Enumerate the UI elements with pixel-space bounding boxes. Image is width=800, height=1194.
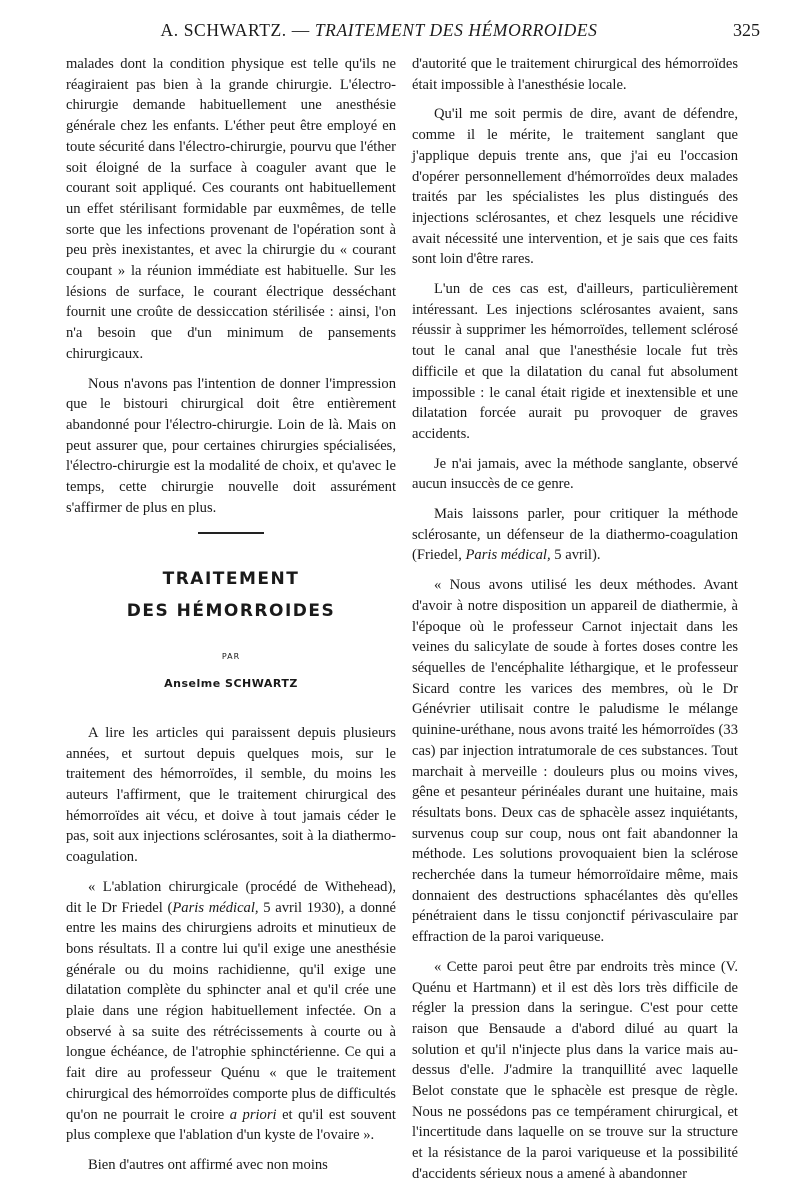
running-head <box>68 20 690 41</box>
paragraph <box>66 877 396 1146</box>
header-author: A. SCHWARTZ. <box>160 20 287 40</box>
right-column <box>412 54 738 1194</box>
header-separator: — <box>291 20 310 40</box>
paragraph: « Cette paroi peut être par endroits très mince (V. Quénu et Hartmann) et il est dès lors très difficile de régler la pression dans la seringue. C'est pour cette raison que Bensaude a d'abord dilué au quart la solution et qu'il n'injecte plus dans la varice mais au-dessus d'elle. J'admire la tranquillité avec laquelle Belot constate que le sphacèle est presque de règle. Nous ne possédons pas ce tempérament chirurgical, et l'incertitude dans laquelle on se trouve sur la structure et la résistance de la paroi variqueuse et la possibilité d'accidents sérieux nous a amené à abandonner <box>412 958 738 1182</box>
running-header <box>68 20 760 44</box>
paragraph: L'un de ces cas est, d'ailleurs, particulièrement intéressant. Les injections sclérosantes avaient, sans réussir à supprimer les hémorroïdes, tellement sclérosé tout le canal anal que l'anesthésie locale fut très difficile et que la dilatation du canal fut absolument impossible : le canal était rigide et inextensible et une dilatation forcée aurait pu provoquer de graves accidents. <box>412 281 738 442</box>
text-run: « L'ablation chirurgicale (procédé de Withehead), dit le Dr Friedel ( <box>66 878 396 916</box>
par-label: PAR <box>221 652 241 662</box>
article-title-line2: DES HÉMORROIDES <box>126 601 336 622</box>
paragraph: Bien d'autres ont affirmé avec non moins <box>88 1156 328 1173</box>
paragraph: malades dont la condition physique est telle qu'ils ne réagiraient pas bien à la grande chirurgie. L'électro-chirurgie demande habituellement une anesthésie générale chez les enfants. L'éther peut être employé en toute sécurité dans l'électro-chirurgie, pourvu que l'éther soit éloigné de la surface à coaguler avant que le courant soit appliqué. Ces courants ont habituellement un effet stérilisant formidable par euxmêmes, de telle sorte que les infections provenant de l'opération sont à peu près inexistantes, et avec la chirurgie du « courant coupant » la réunion immédiate est habituelle. Sur les lésions de surface, le courant électrique desséchant fournit une croûte de dessiccation stérilisée : ainsi, l'on n'a besoin que d'un minimum de pansements chirurgicaux. <box>66 56 396 362</box>
text-run: 5 avril). <box>550 547 601 564</box>
paragraph: Qu'il me soit permis de dire, avant de défendre, comme il le mérite, le traitement sanglant que j'applique depuis trente ans, que j'ai eu l'occasion d'opérer personnellement d'hémorroïdes deux malades traités par les spécialistes les plus distingués des injections sclérosantes, et chez lesquels une récidive avait nécessité une intervention, et je sais que ces faits sont loin d'être rares. <box>412 106 738 268</box>
paragraph: A lire les articles qui paraissent depuis plusieurs années, et surtout depuis quelques mois, sur le traitement des hémorroïdes, il semble, du moins les auteurs l'affirment, que le traitement chirurgical des hémorroïdes ait vécu, et doive à tout jamais céder le pas, soit aux injections sclérosantes, soit à la diathermo-coagulation. <box>66 724 396 866</box>
page-number: 325 <box>733 20 760 40</box>
author-byline: Anselme SCHWARTZ <box>164 677 298 691</box>
paragraph: Nous n'avons pas l'intention de donner l'impression que le bistouri chirurgical doit être entièrement abandonné pour l'électro-chirurgie. Loin de là. Mais on peut assurer que, pour certaines chirurgies spécialisées, l'électro-chirurgie est la modalité de choix, et qu'avec le temps, cette chirurgie nouvelle doit assurément s'affirmer de plus en plus. <box>66 375 396 516</box>
section-divider <box>198 532 264 534</box>
text-run: Mais laissons parler, pour critiquer la méthode sclérosante, un défenseur de la diathermo-coagulation (Friedel, <box>412 506 738 564</box>
article-title-line1: TRAITEMENT <box>162 569 300 590</box>
header-title: TRAITEMENT DES HÉMORROIDES <box>314 20 598 40</box>
latin-phrase: a priori <box>229 1106 277 1123</box>
text-run: 5 avril 1930), a donné entre les mains des chirurgiens adroits et minutieux de bons résultats. Il a contre lui qu'il exige une anesthésie générale ou du moins rachidienne, qu'il exige une dilatation complète du sphincter anal et qu'il crée une plaie dans une région habituellement infectée. On a observé à sa suite des rétrécissements à courte ou à longue échéance, de l'atrophie sphinctérienne. Ce qui a fait dire au professeur Quénu « que le traitement chirurgical des hémorroïdes comporte plus de difficultés qu'on ne pourrait le croire <box>66 899 396 1123</box>
journal-title: Paris médical, <box>172 899 259 916</box>
paragraph: Je n'ai jamais, avec la méthode sanglante, observé aucun insuccès de ce genre. <box>412 455 738 493</box>
paragraph: d'autorité que le traitement chirurgical des hémorroïdes était impossible à l'anesthésie locale. <box>412 56 738 93</box>
text-run: et qu'il est souvent plus complexe que l'ablation d'un kyste de l'ovaire ». <box>66 1106 396 1144</box>
journal-title: Paris médical, <box>465 547 551 564</box>
paragraph <box>412 504 738 566</box>
left-column <box>66 54 396 1185</box>
paragraph: « Nous avons utilisé les deux méthodes. Avant d'avoir à notre disposition un appareil de diathermie, à l'époque où le professeur Carnot injectait dans les veines du salicylate de soude à fortes doses contre les séquelles de l'encéphalite léthargique, et le professeur Sicard contre les varices des membres, où le Dr Génévrier utilisait contre le paludisme le mélange quinine-uréthane, nous avons traité les hémorroïdes (33 cas) par injection intratumorale de ces substances. Tout marchait à merveille : douleurs plus ou moins vives, gêne et pesanteur périnéales durant une huitaine, mais résultats bons. Deux cas de sphacèle assez inquiétants, survenus coup sur coup, nous ont fait abandonner la méthode. Les solutions provoquaient bien la sclérose recherchée dans la tumeur hémorroïdaire même, mais donnaient des destructions sphacélantes dès qu'elles pénétraient dans le tissu conjonctif périvasculaire par effraction de la paroi variqueuse. <box>412 577 738 946</box>
